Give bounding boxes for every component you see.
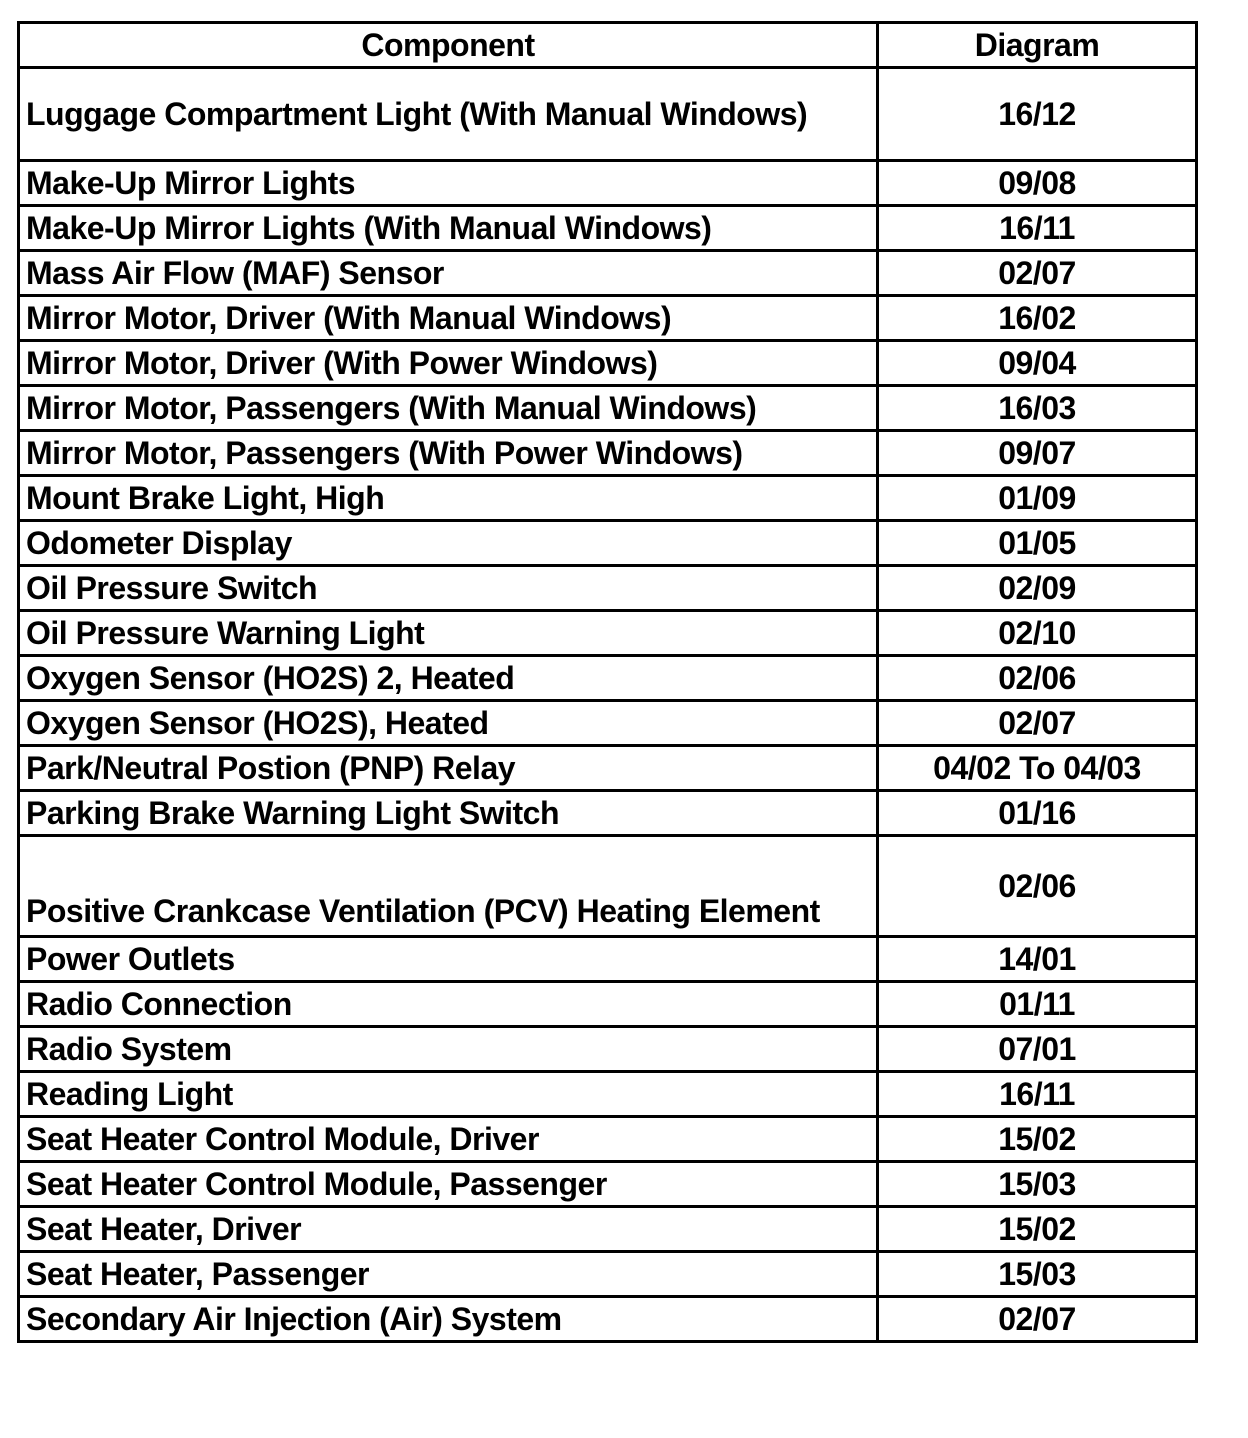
diagram-cell: 01/16 bbox=[878, 791, 1197, 836]
diagram-cell: 09/08 bbox=[878, 161, 1197, 206]
component-cell: Seat Heater, Driver bbox=[19, 1207, 878, 1252]
component-cell: Mirror Motor, Passengers (With Power Windows) bbox=[19, 431, 878, 476]
diagram-cell: 04/02 To 04/03 bbox=[878, 746, 1197, 791]
diagram-cell: 16/11 bbox=[878, 206, 1197, 251]
table-row bbox=[19, 1117, 1197, 1162]
table-row bbox=[19, 296, 1197, 341]
diagram-cell: 02/07 bbox=[878, 251, 1197, 296]
header-row bbox=[19, 23, 1197, 68]
component-cell: Mount Brake Light, High bbox=[19, 476, 878, 521]
table-row bbox=[19, 611, 1197, 656]
component-cell: Park/Neutral Postion (PNP) Relay bbox=[19, 746, 878, 791]
table-row bbox=[19, 1252, 1197, 1297]
component-diagram-table bbox=[17, 21, 1198, 1343]
component-cell: Seat Heater Control Module, Passenger bbox=[19, 1162, 878, 1207]
table-row bbox=[19, 656, 1197, 701]
table-row bbox=[19, 68, 1197, 161]
diagram-cell: 15/02 bbox=[878, 1207, 1197, 1252]
diagram-cell: 09/04 bbox=[878, 341, 1197, 386]
component-cell: Radio System bbox=[19, 1027, 878, 1072]
component-cell: Mass Air Flow (MAF) Sensor bbox=[19, 251, 878, 296]
table-row bbox=[19, 476, 1197, 521]
component-cell: Make-Up Mirror Lights (With Manual Windows) bbox=[19, 206, 878, 251]
component-cell: Make-Up Mirror Lights bbox=[19, 161, 878, 206]
header-component: Component bbox=[19, 23, 878, 68]
table-row bbox=[19, 566, 1197, 611]
diagram-cell: 14/01 bbox=[878, 937, 1197, 982]
component-cell: Power Outlets bbox=[19, 937, 878, 982]
diagram-cell: 02/06 bbox=[878, 836, 1197, 937]
table-row bbox=[19, 251, 1197, 296]
component-cell: Secondary Air Injection (Air) System bbox=[19, 1297, 878, 1342]
table-row bbox=[19, 836, 1197, 937]
component-cell: Luggage Compartment Light (With Manual Windows) bbox=[19, 68, 878, 161]
component-cell: Reading Light bbox=[19, 1072, 878, 1117]
diagram-cell: 16/02 bbox=[878, 296, 1197, 341]
diagram-cell: 02/10 bbox=[878, 611, 1197, 656]
table-row bbox=[19, 1027, 1197, 1072]
diagram-cell: 07/01 bbox=[878, 1027, 1197, 1072]
diagram-cell: 02/07 bbox=[878, 1297, 1197, 1342]
component-cell: Parking Brake Warning Light Switch bbox=[19, 791, 878, 836]
diagram-cell: 15/03 bbox=[878, 1162, 1197, 1207]
table-row bbox=[19, 1207, 1197, 1252]
component-cell: Oil Pressure Switch bbox=[19, 566, 878, 611]
diagram-cell: 01/11 bbox=[878, 982, 1197, 1027]
diagram-cell: 16/03 bbox=[878, 386, 1197, 431]
diagram-cell: 01/05 bbox=[878, 521, 1197, 566]
component-cell: Mirror Motor, Passengers (With Manual Windows) bbox=[19, 386, 878, 431]
component-cell: Mirror Motor, Driver (With Power Windows) bbox=[19, 341, 878, 386]
component-cell: Mirror Motor, Driver (With Manual Windows) bbox=[19, 296, 878, 341]
diagram-cell: 16/11 bbox=[878, 1072, 1197, 1117]
component-cell: Radio Connection bbox=[19, 982, 878, 1027]
table-row bbox=[19, 431, 1197, 476]
table-row bbox=[19, 701, 1197, 746]
component-cell: Odometer Display bbox=[19, 521, 878, 566]
diagram-cell: 02/07 bbox=[878, 701, 1197, 746]
table-row bbox=[19, 1297, 1197, 1342]
diagram-cell: 16/12 bbox=[878, 68, 1197, 161]
component-cell: Seat Heater, Passenger bbox=[19, 1252, 878, 1297]
component-cell: Positive Crankcase Ventilation (PCV) Heating Element bbox=[19, 836, 878, 937]
component-cell: Oil Pressure Warning Light bbox=[19, 611, 878, 656]
diagram-cell: 15/03 bbox=[878, 1252, 1197, 1297]
table-row bbox=[19, 386, 1197, 431]
component-cell: Seat Heater Control Module, Driver bbox=[19, 1117, 878, 1162]
header-diagram: Diagram bbox=[878, 23, 1197, 68]
table-body bbox=[19, 68, 1197, 1342]
table-row bbox=[19, 937, 1197, 982]
diagram-cell: 01/09 bbox=[878, 476, 1197, 521]
diagram-cell: 02/09 bbox=[878, 566, 1197, 611]
table-row bbox=[19, 1162, 1197, 1207]
table-row bbox=[19, 746, 1197, 791]
table-row bbox=[19, 982, 1197, 1027]
component-cell: Oxygen Sensor (HO2S) 2, Heated bbox=[19, 656, 878, 701]
table-row bbox=[19, 341, 1197, 386]
table-row bbox=[19, 521, 1197, 566]
table-row bbox=[19, 161, 1197, 206]
table-row bbox=[19, 206, 1197, 251]
table-row bbox=[19, 791, 1197, 836]
diagram-cell: 09/07 bbox=[878, 431, 1197, 476]
diagram-cell: 15/02 bbox=[878, 1117, 1197, 1162]
component-cell: Oxygen Sensor (HO2S), Heated bbox=[19, 701, 878, 746]
table-row bbox=[19, 1072, 1197, 1117]
diagram-cell: 02/06 bbox=[878, 656, 1197, 701]
